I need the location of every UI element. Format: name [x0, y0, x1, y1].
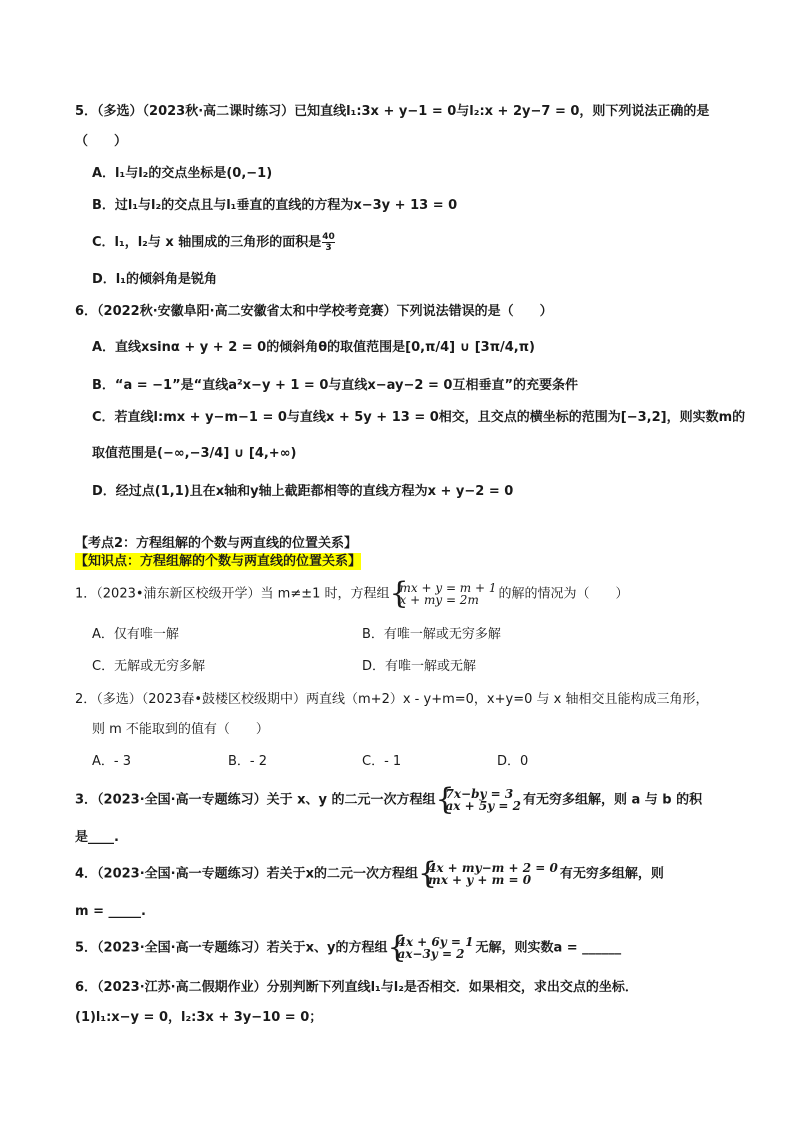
- system-eq2: ax−3y = 2: [397, 947, 465, 961]
- p3-blank-line: 是____.: [75, 830, 119, 845]
- p1-option-c: C．无解或无穷多解: [92, 659, 206, 674]
- p2-stem-line2: 则 m 不能取到的值有（ ）: [92, 722, 269, 737]
- q5-option-c: [92, 232, 336, 253]
- system-eq1: { mx + y = m + 1: [399, 581, 497, 595]
- q5-option-b: B．过l₁与l₂的交点且与l₁垂直的直线的方程为x−3y + 13 = 0: [92, 198, 458, 213]
- q6-option-c-line1: C．若直线l:mx + y−m−1 = 0与直线x + 5y + 13 = 0相交，且交点的横坐标的范围为[−3,2]，则实数m的: [92, 410, 746, 425]
- p2-option-b: B．- 2: [228, 754, 268, 769]
- equation-system: [389, 936, 473, 960]
- system-eq1: { 7x−by = 3: [445, 787, 514, 801]
- p6-part1: (1)l₁:x−y = 0，l₂:3x + 3y−10 = 0；: [75, 1010, 323, 1025]
- p1-option-d: D．有唯一解或无解: [362, 659, 477, 674]
- p5-stem: [75, 936, 621, 960]
- p2-stem-line1: 2．（多选）（2023春•鼓楼区校级期中）两直线（m+2）x - y+m=0，x+y=0 与 x 轴相交且能构成三角形，: [75, 692, 709, 707]
- p1-stem-post: 的解的情况为（ ）: [498, 586, 629, 602]
- q5-stem-line1: 5．（多选）（2023秋·高二课时练习）已知直线l₁:3x + y−1 = 0与l₂:x + 2y−7 = 0，则下列说法正确的是: [75, 104, 710, 119]
- p3-stem-pre: 3．（2023·全国·高一专题练习）关于 x、y 的二元一次方程组: [75, 792, 436, 808]
- equation-system: [392, 582, 497, 606]
- q5-option-a: A．l₁与l₂的交点坐标是(0,−1): [92, 166, 273, 181]
- fraction-denominator: 3: [325, 243, 332, 253]
- p1-option-a: A．仅有唯一解: [92, 627, 179, 642]
- system-eq2: ax + 5y = 2: [445, 799, 521, 813]
- p3-stem-post: 有无穷多组解，则 a 与 b 的积: [522, 792, 703, 808]
- p3-stem: [75, 788, 702, 812]
- p5-stem-post: 无解，则实数a = ______: [475, 940, 622, 956]
- p5-stem-pre: 5．（2023·全国·高一专题练习）若关于x、y的方程组: [75, 940, 388, 956]
- p4-blank-line: m = _____.: [75, 904, 146, 919]
- p1-option-b: B．有唯一解或无穷多解: [362, 627, 501, 642]
- p1-stem: [75, 582, 629, 606]
- p6-stem: 6．（2023·江苏·高二假期作业）分别判断下列直线l₁与l₂是否相交．如果相交，求出交点的坐标．: [75, 980, 638, 995]
- q6-stem: 6．（2022秋·安徽阜阳·高二安徽省太和中学校考竞赛）下列说法错误的是（ ）: [75, 304, 553, 319]
- p4-stem-post: 有无穷多组解，则: [559, 866, 664, 882]
- kaodian-heading: 【考点2：方程组解的个数与两直线的位置关系】: [75, 536, 358, 551]
- q5-option-c-text: C．l₁，l₂与 x 轴围成的三角形的面积是: [92, 235, 322, 250]
- q6-option-a: A．直线xsinα + y + 2 = 0的倾斜角θ的取值范围是[0,π/4] ∪ [3π/4,π): [92, 340, 535, 355]
- p1-stem-pre: 1．（2023•浦东新区校级开学）当 m≠±1 时，方程组: [75, 586, 390, 602]
- fraction-numerator: 40: [322, 232, 335, 242]
- system-eq2: mx + y + m = 0: [428, 873, 532, 887]
- p2-option-a: A．- 3: [92, 754, 131, 769]
- q6-option-b: B．“a = −1”是“直线a²x−y + 1 = 0与直线x−ay−2 = 0互相垂直”的充要条件: [92, 378, 578, 393]
- fraction: [322, 232, 335, 253]
- q5-option-d: D．l₁的倾斜角是锐角: [92, 272, 217, 287]
- q6-option-d: D．经过点(1,1)且在x轴和y轴上截距都相等的直线方程为x + y−2 = 0: [92, 484, 514, 499]
- p2-option-c: C．- 1: [362, 754, 402, 769]
- equation-system: [420, 862, 558, 886]
- p2-option-d: D．0: [497, 754, 529, 769]
- q6-option-c-line2: 取值范围是(−∞,−3/4] ∪ [4,+∞): [92, 446, 297, 461]
- zhishi-heading: 【知识点：方程组解的个数与两直线的位置关系】: [75, 554, 362, 569]
- equation-system: [438, 788, 521, 812]
- system-eq1: { 4x + 6y = 1: [397, 935, 474, 949]
- q5-stem-line2: （ ）: [75, 134, 128, 149]
- p4-stem: [75, 862, 664, 886]
- p4-stem-pre: 4．（2023·全国·高一专题练习）若关于x的二元一次方程组: [75, 866, 418, 882]
- system-eq2: x + my = 2m: [399, 593, 479, 607]
- system-eq1: { 4x + my−m + 2 = 0: [428, 861, 558, 875]
